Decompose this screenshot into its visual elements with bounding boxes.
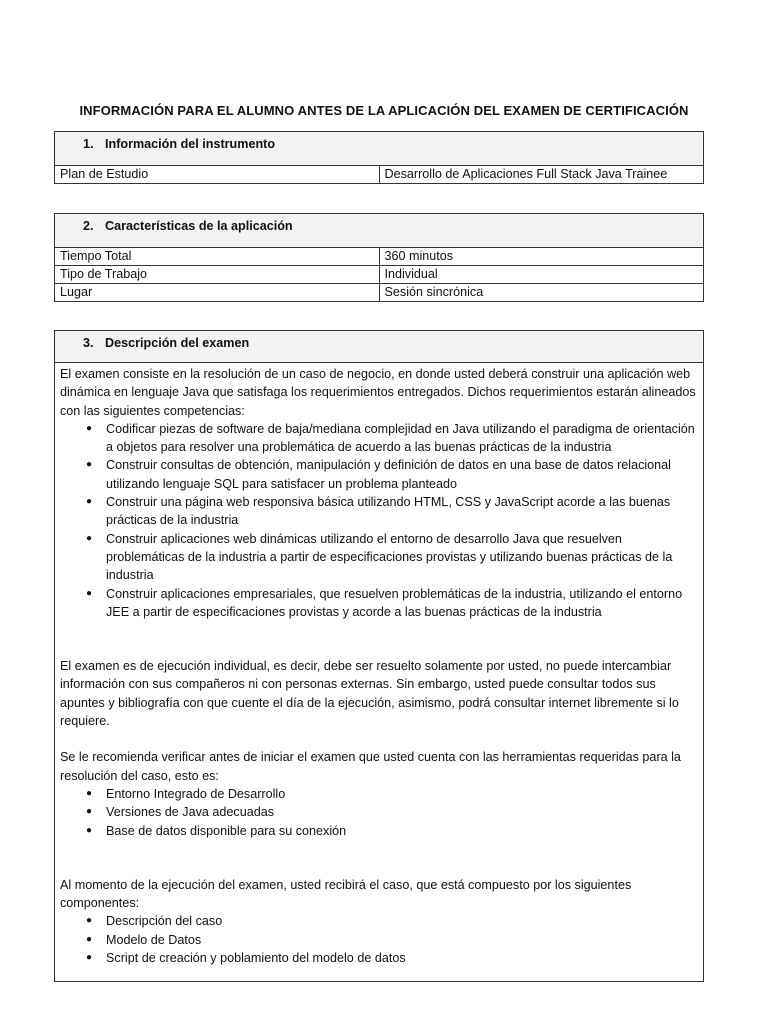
list-item: ● Script de creación y poblamiento del modelo de datos — [60, 949, 696, 967]
components-list — [60, 912, 696, 967]
tools-list — [60, 785, 696, 840]
components-intro-paragraph: Al momento de la ejecución del examen, usted recibirá el caso, que está compuesto por los siguientes componentes: — [60, 877, 632, 911]
application-characteristics-table — [54, 213, 704, 302]
exam-description-body — [55, 363, 704, 982]
table-row — [55, 266, 704, 284]
table-row — [55, 166, 704, 184]
list-item: ● Entorno Integrado de Desarrollo — [60, 785, 696, 803]
list-item: ● Construir consultas de obtención, manipulación y definición de datos en una base de datos relacional utilizando lenguaje SQL para satisfacer un problema planteado — [60, 456, 696, 493]
list-item: ● Construir aplicaciones web dinámicas utilizando el entorno de desarrollo Java que resuelven problemáticas de la industria a partir de especificaciones provistas y utilizando buenas prácticas de la industria — [60, 530, 696, 585]
section-1-heading — [55, 132, 704, 166]
list-item: ● Versiones de Java adecuadas — [60, 803, 696, 821]
intro-paragraph: El examen consiste en la resolución de un caso de negocio, en donde usted deberá construir una aplicación web dinámica en lenguaje Java que satisfaga los requerimientos entregados. Dichos requerimientos estarán alineados con las siguientes competencias: — [60, 367, 696, 418]
row-value: Sesión sincrónica — [379, 284, 704, 302]
row-label: Plan de Estudio — [55, 166, 380, 184]
section-1-title: Información del instrumento — [105, 137, 276, 151]
row-value: Individual — [379, 266, 704, 284]
row-value: Desarrollo de Aplicaciones Full Stack Java Trainee — [379, 166, 704, 184]
exam-description-table — [54, 330, 704, 982]
section-3-title: Descripción del examen — [105, 336, 250, 350]
list-item: ● Construir una página web responsiva básica utilizando HTML, CSS y JavaScript acorde a las buenas prácticas de la industria — [60, 493, 696, 530]
table-row — [55, 248, 704, 266]
section-2-number: 2. — [83, 219, 94, 233]
tools-intro-paragraph: Se le recomienda verificar antes de iniciar el examen que usted cuenta con las herramientas requeridas para la resolución del caso, esto es: — [60, 750, 681, 783]
list-item: ● Codificar piezas de software de baja/mediana complejidad en Java utilizando el paradigma de orientación a objetos para resolver una problemática de acuerdo a las buenas prácticas de la industria — [60, 420, 696, 457]
row-label: Tipo de Trabajo — [55, 266, 380, 284]
row-label: Lugar — [55, 284, 380, 302]
list-item: ● Construir aplicaciones empresariales, que resuelven problemáticas de la industria, utilizando el entorno JEE a partir de especificaciones provistas y acorde a las buenas prácticas de la industria — [60, 585, 696, 622]
instrument-info-table — [54, 131, 704, 184]
list-item: ● Modelo de Datos — [60, 931, 696, 949]
row-label: Tiempo Total — [55, 248, 380, 266]
list-item: ● Base de datos disponible para su conexión — [60, 822, 696, 840]
section-2-heading — [55, 214, 704, 248]
individual-paragraph: El examen es de ejecución individual, es decir, debe ser resuelto solamente por usted, no puede intercambiar información con sus compañeros ni con personas externas. Sin embargo, usted puede consultar todos sus apuntes y bibliografía con que cuente el día de la ejecución, asimismo, podrá consultar internet libremente si lo requiere. — [60, 659, 679, 729]
table-row — [55, 284, 704, 302]
row-value: 360 minutos — [379, 248, 704, 266]
section-3-heading — [55, 331, 704, 363]
competencies-list — [60, 420, 696, 621]
section-1-number: 1. — [83, 137, 94, 151]
section-2-title: Características de la aplicación — [105, 219, 293, 233]
list-item: ● Descripción del caso — [60, 912, 696, 930]
document-title: INFORMACIÓN PARA EL ALUMNO ANTES DE LA APLICACIÓN DEL EXAMEN DE CERTIFICACIÓN — [79, 103, 689, 118]
section-3-number: 3. — [83, 336, 94, 350]
